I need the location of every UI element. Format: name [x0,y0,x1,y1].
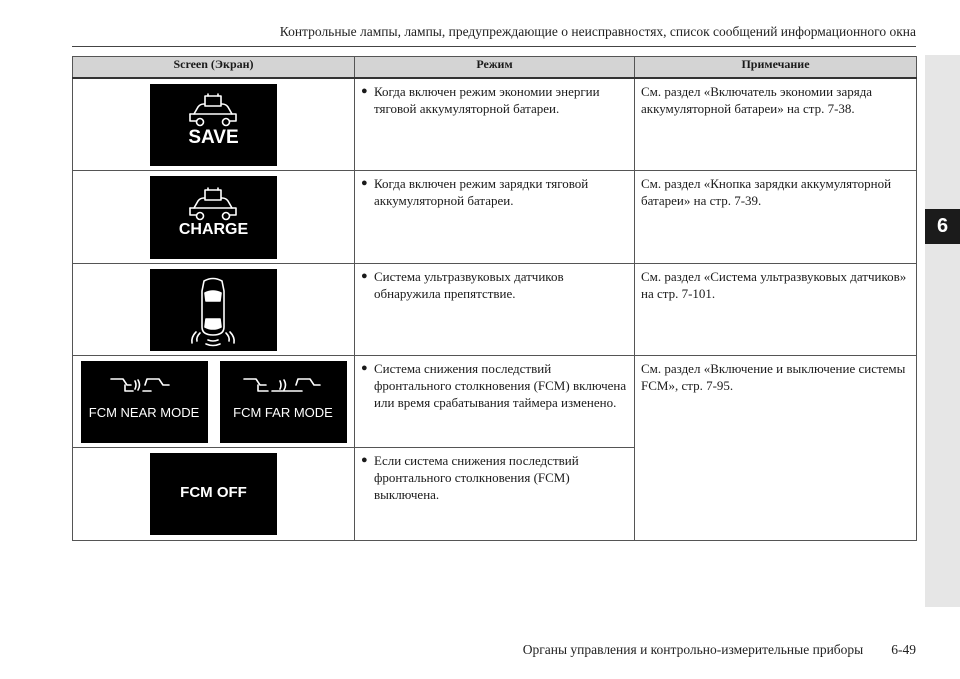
fcm-near-screen [81,361,208,443]
screen-label: FCM NEAR MODE [88,405,200,420]
bullet-icon: ● [361,454,368,466]
table-row [73,264,917,356]
screen-cell [73,356,355,448]
parking-sensor-car-icon [150,269,277,351]
mode-cell [355,171,635,264]
fcm-off-screen [150,453,277,535]
column-header-note: Примечание [635,57,917,79]
save-screen [150,84,277,166]
message-table [72,56,917,541]
table-row [73,171,917,264]
battery-car-icon [150,176,277,259]
table-row [73,356,917,448]
mode-text: Если система снижения последствий фронтального столкновения (FCM) выключена. [374,453,579,502]
note-cell: См. раздел «Включатель экономии заряда аккумуляторной батареи» на стр. 7-38. [635,78,917,171]
mode-text: Система снижения последствий фронтального столкновения (FCM) включена или время срабатывания таймера изменено. [374,361,627,410]
charge-screen [150,176,277,259]
mode-cell [355,356,635,448]
table-row [73,78,917,171]
side-tab-strip [925,55,960,607]
bullet-icon: ● [361,362,368,374]
bullet-icon: ● [361,85,368,97]
mode-cell [355,78,635,171]
fcm-far-icon [220,361,347,443]
chapter-tab[interactable]: 6 [925,209,960,244]
header-rule [72,46,916,47]
footer-text: Органы управления и контрольно-измерительные приборы [522,642,864,657]
page-footer [0,642,916,658]
screen-cell [73,264,355,356]
screen-cell [73,171,355,264]
table-header-row [73,57,917,79]
fcm-far-screen [220,361,347,443]
page-number: 6-49 [891,642,916,657]
note-cell: См. раздел «Система ультразвуковых датчиков» на стр. 7-101. [635,264,917,356]
bullet-icon: ● [361,270,368,282]
note-cell: См. раздел «Кнопка зарядки аккумуляторной батареи» на стр. 7-39. [635,171,917,264]
mode-cell [355,264,635,356]
mode-text: Когда включен режим зарядки тяговой аккумуляторной батареи. [374,176,589,208]
column-header-screen: Screen (Экран) [73,57,355,79]
battery-car-icon [150,84,277,166]
mode-cell [355,448,635,541]
screen-label: SAVE [188,127,239,148]
mode-text: Когда включен режим экономии энергии тяговой аккумуляторной батареи. [374,84,600,116]
screen-label: FCM OFF [180,484,247,501]
note-cell: См. раздел «Включение и выключение системы FCM», стр. 7-95. [635,356,917,541]
screen-label: FCM FAR MODE [233,405,333,420]
page-header: Контрольные лампы, лампы, предупреждающие о неисправностях, список сообщений информационного окна [279,24,916,39]
mode-text: Система ультразвуковых датчиков обнаружила препятствие. [374,269,564,301]
bullet-icon: ● [361,177,368,189]
parking-sensor-screen [150,269,277,351]
screen-label: CHARGE [178,221,249,238]
screen-cell [73,78,355,171]
column-header-mode: Режим [355,57,635,79]
fcm-near-icon [81,361,208,443]
screen-cell [73,448,355,541]
